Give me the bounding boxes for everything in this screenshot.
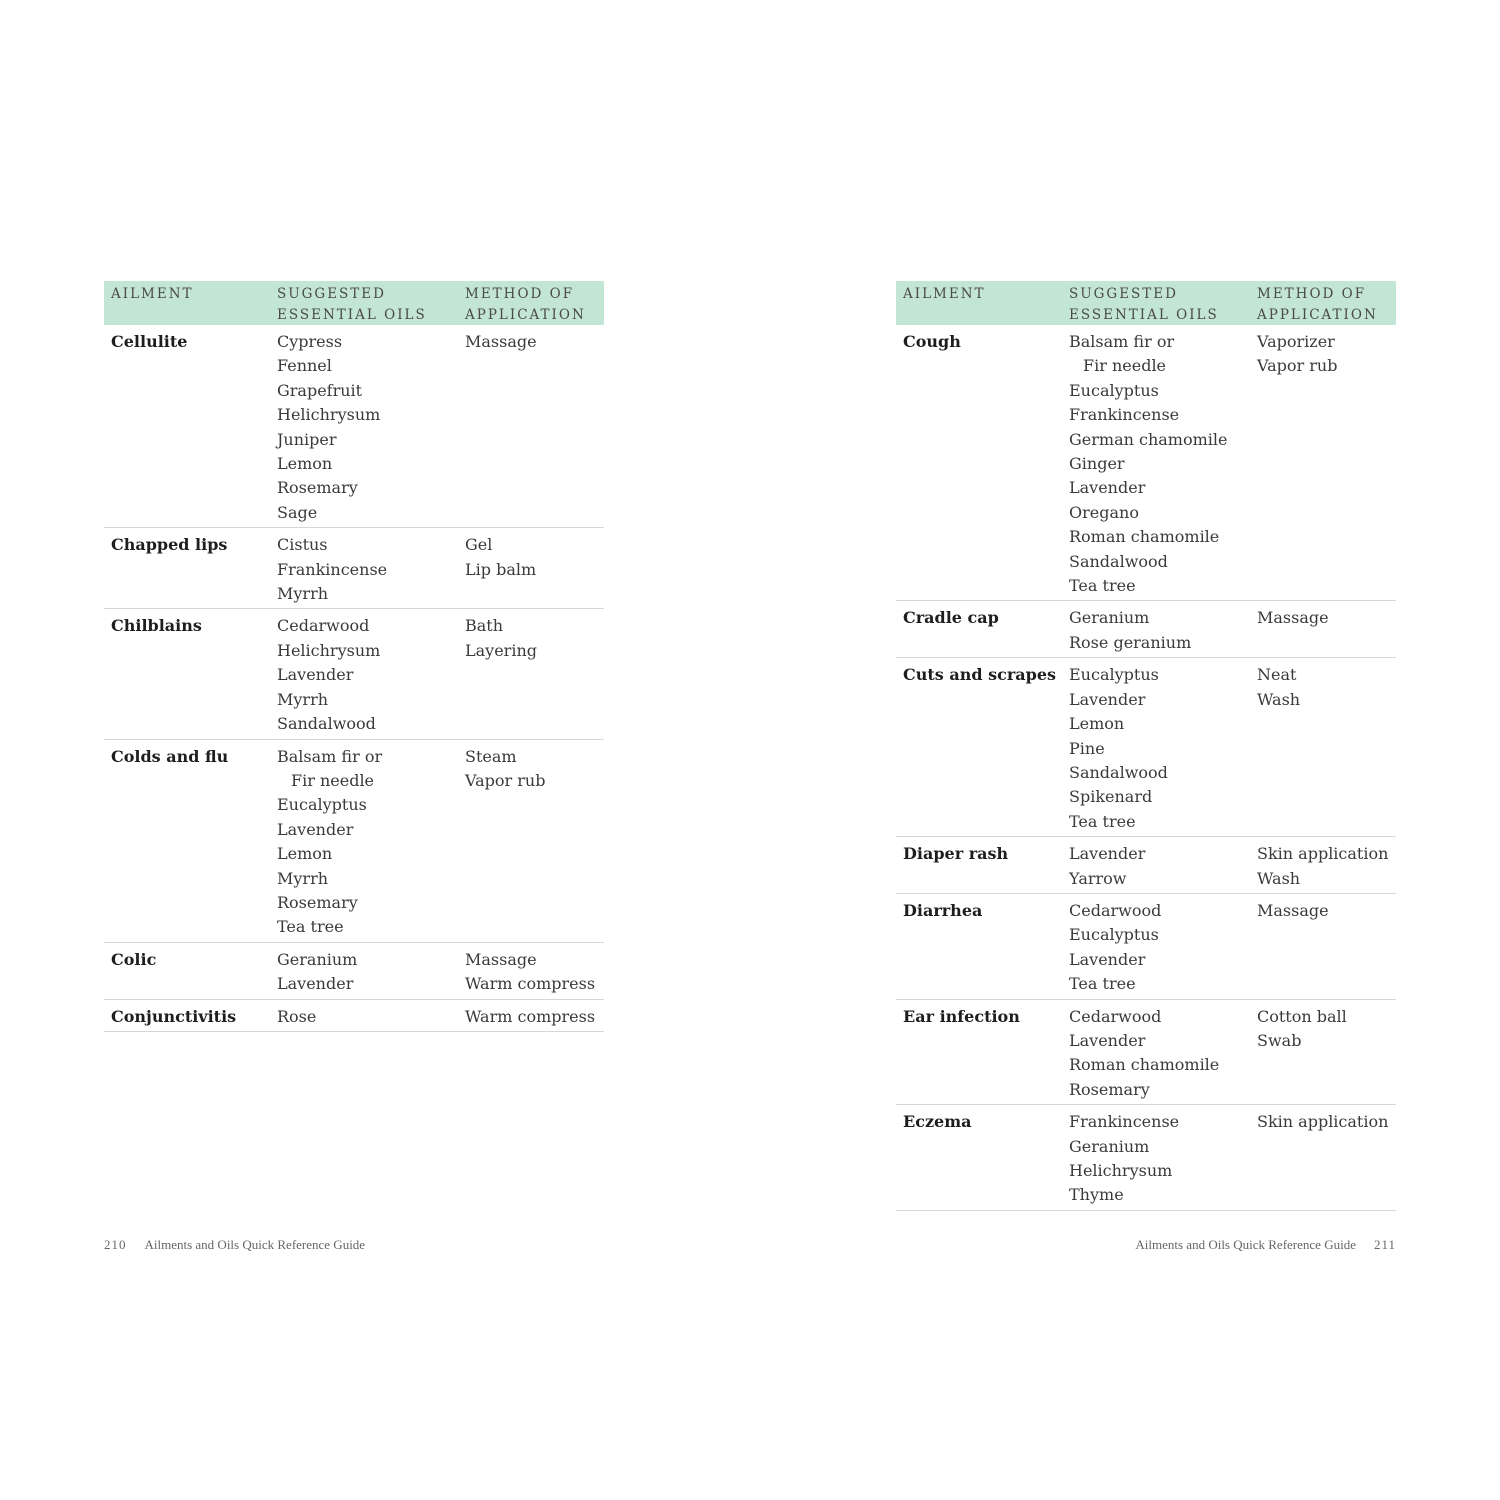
left-page bbox=[104, 281, 604, 1032]
oils-list bbox=[1069, 842, 1257, 891]
oil-item: Yarrow bbox=[1069, 868, 1127, 888]
oil-item: Ginger bbox=[1069, 454, 1125, 474]
oil-item: Tea tree bbox=[1069, 974, 1136, 994]
oil-item: Thyme bbox=[1069, 1185, 1124, 1205]
oil-item: Cedarwood bbox=[1069, 900, 1162, 920]
header-ailment: AILMENT bbox=[903, 286, 986, 302]
oil-item: Sandalwood bbox=[1069, 762, 1168, 782]
method-item: Layering bbox=[465, 640, 537, 660]
method-item: Neat bbox=[1257, 665, 1297, 685]
header-suggested-oils: SUGGESTED ESSENTIAL OILS bbox=[1069, 286, 1219, 323]
oil-item: Frankincense bbox=[277, 559, 388, 579]
method-item: Massage bbox=[1257, 900, 1329, 920]
oil-item: Oregano bbox=[1069, 502, 1139, 522]
oil-item: Lemon bbox=[277, 454, 333, 474]
methods-list bbox=[1257, 606, 1396, 655]
ailment-name: Ear infection bbox=[903, 1006, 1020, 1026]
oil-item: Myrrh bbox=[277, 868, 329, 888]
oil-item: Cedarwood bbox=[277, 616, 370, 636]
ailment-name: Conjunctivitis bbox=[111, 1006, 237, 1026]
method-item: Lip balm bbox=[465, 559, 537, 579]
running-title: Ailments and Oils Quick Reference Guide bbox=[1135, 1237, 1356, 1252]
header-method: METHOD OF APPLICATION bbox=[465, 286, 586, 323]
running-title: Ailments and Oils Quick Reference Guide bbox=[144, 1237, 366, 1252]
method-item: Swab bbox=[1257, 1030, 1302, 1050]
oil-item: Spikenard bbox=[1069, 787, 1153, 807]
table-row bbox=[104, 325, 604, 528]
oil-item: Rose geranium bbox=[1069, 632, 1192, 652]
oil-item: Tea tree bbox=[1069, 811, 1136, 831]
oil-item: Geranium bbox=[1069, 1136, 1150, 1156]
table-body bbox=[104, 325, 604, 1032]
oil-item: Lavender bbox=[1069, 689, 1146, 709]
method-item: Vaporizer bbox=[1257, 332, 1335, 351]
ailment-name: Chapped lips bbox=[111, 535, 228, 555]
table-row bbox=[896, 1105, 1396, 1211]
method-item: Massage bbox=[465, 332, 537, 351]
oil-item: Lavender bbox=[1069, 478, 1146, 498]
table-header bbox=[896, 281, 1396, 325]
oil-item: Cistus bbox=[277, 535, 328, 555]
oil-item: Tea tree bbox=[277, 917, 344, 937]
methods-list bbox=[1257, 899, 1396, 997]
methods-list bbox=[1257, 663, 1396, 834]
oil-item: Rose bbox=[277, 1006, 317, 1026]
oil-item: Rosemary bbox=[277, 892, 358, 912]
oil-item: Tea tree bbox=[1069, 576, 1136, 596]
header-ailment: AILMENT bbox=[111, 286, 194, 302]
oil-item: Sage bbox=[277, 502, 318, 522]
oil-item: Roman chamomile bbox=[1069, 1055, 1220, 1075]
oils-list bbox=[1069, 1110, 1257, 1208]
oils-list bbox=[277, 614, 465, 736]
method-item: Wash bbox=[1257, 868, 1301, 888]
oils-list bbox=[1069, 606, 1257, 655]
methods-list bbox=[465, 948, 604, 997]
methods-list bbox=[465, 614, 604, 736]
page-number: 211 bbox=[1373, 1237, 1396, 1252]
oil-item: Rosemary bbox=[1069, 1079, 1150, 1099]
ailment-name: Diaper rash bbox=[903, 844, 1009, 864]
oil-item: Myrrh bbox=[277, 584, 329, 604]
methods-list bbox=[465, 745, 604, 940]
method-item: Bath bbox=[465, 616, 504, 636]
oil-item: Frankincense bbox=[1069, 1112, 1180, 1132]
table-row bbox=[104, 609, 604, 739]
oil-item: Lavender bbox=[1069, 949, 1146, 969]
oil-item: Myrrh bbox=[277, 689, 329, 709]
header-method: METHOD OF APPLICATION bbox=[1257, 286, 1378, 323]
oils-list bbox=[277, 745, 465, 940]
footer-left bbox=[104, 1237, 365, 1253]
oil-item: Lavender bbox=[277, 665, 354, 685]
method-item: Skin application bbox=[1257, 844, 1389, 864]
table-row bbox=[104, 943, 604, 1000]
oil-item: Eucalyptus bbox=[277, 795, 367, 815]
oil-item: Fennel bbox=[277, 356, 332, 376]
table-row bbox=[104, 740, 604, 943]
oil-item: Rosemary bbox=[277, 478, 358, 498]
table-row bbox=[104, 528, 604, 609]
ailment-name: Cradle cap bbox=[903, 608, 999, 628]
method-item: Cotton ball bbox=[1257, 1006, 1347, 1026]
oil-item: Balsam fir or bbox=[1069, 332, 1175, 351]
ailment-name: Colds and flu bbox=[111, 746, 229, 766]
oils-list bbox=[1069, 663, 1257, 834]
oil-item: Sandalwood bbox=[1069, 551, 1168, 571]
oil-item: Eucalyptus bbox=[1069, 380, 1159, 400]
header-suggested-oils: SUGGESTED ESSENTIAL OILS bbox=[277, 286, 427, 323]
method-item: Massage bbox=[1257, 608, 1329, 628]
methods-list bbox=[1257, 1110, 1396, 1208]
table-header bbox=[104, 281, 604, 325]
method-item: Wash bbox=[1257, 689, 1301, 709]
oil-item: Lavender bbox=[277, 974, 354, 994]
method-item: Massage bbox=[465, 949, 537, 969]
oils-list bbox=[1069, 899, 1257, 997]
oil-item: Juniper bbox=[277, 429, 337, 449]
methods-list bbox=[465, 533, 604, 606]
table-row bbox=[104, 1000, 604, 1032]
oils-list bbox=[277, 1005, 465, 1029]
table-row bbox=[896, 325, 1396, 601]
oil-item: Fir needle bbox=[1083, 356, 1167, 376]
right-page bbox=[896, 281, 1396, 1211]
method-item: Warm compress bbox=[465, 1006, 596, 1026]
oil-item: Lavender bbox=[1069, 1030, 1146, 1050]
oils-list bbox=[1069, 330, 1257, 598]
methods-list bbox=[1257, 842, 1396, 891]
oils-list bbox=[277, 948, 465, 997]
oils-list bbox=[277, 330, 465, 525]
method-item: Warm compress bbox=[465, 974, 596, 994]
oil-item: Cypress bbox=[277, 332, 343, 351]
oil-item: Lavender bbox=[1069, 844, 1146, 864]
oil-item: Lemon bbox=[277, 844, 333, 864]
oil-item: Cedarwood bbox=[1069, 1006, 1162, 1026]
ailment-name: Cellulite bbox=[111, 332, 188, 351]
oil-item: Eucalyptus bbox=[1069, 925, 1159, 945]
method-item: Vapor rub bbox=[465, 770, 546, 790]
method-item: Steam bbox=[465, 746, 517, 766]
oil-item: Fir needle bbox=[291, 770, 375, 790]
table-row bbox=[896, 601, 1396, 658]
ailment-name: Cough bbox=[903, 332, 961, 351]
method-item: Vapor rub bbox=[1257, 356, 1338, 376]
method-item: Gel bbox=[465, 535, 493, 555]
ailment-name: Cuts and scrapes bbox=[903, 665, 1057, 685]
methods-list bbox=[1257, 1005, 1396, 1103]
oil-item: Pine bbox=[1069, 738, 1105, 758]
oil-item: Balsam fir or bbox=[277, 746, 383, 766]
methods-list bbox=[465, 1005, 604, 1029]
ailment-name: Chilblains bbox=[111, 616, 202, 636]
oil-item: Eucalyptus bbox=[1069, 665, 1159, 685]
methods-list bbox=[465, 330, 604, 525]
table-row bbox=[896, 1000, 1396, 1106]
oil-item: Helichrysum bbox=[277, 405, 381, 425]
ailment-name: Diarrhea bbox=[903, 900, 983, 920]
table-row bbox=[896, 837, 1396, 894]
oil-item: Sandalwood bbox=[277, 714, 376, 734]
table-body bbox=[896, 325, 1396, 1211]
oil-item: Roman chamomile bbox=[1069, 527, 1220, 547]
oil-item: German chamomile bbox=[1069, 429, 1228, 449]
table-row bbox=[896, 658, 1396, 837]
oil-item: Geranium bbox=[277, 949, 358, 969]
method-item: Skin application bbox=[1257, 1112, 1389, 1132]
page-number: 210 bbox=[104, 1237, 127, 1252]
footer-right bbox=[1135, 1237, 1396, 1253]
ailment-name: Colic bbox=[111, 949, 157, 969]
ailment-name: Eczema bbox=[903, 1112, 972, 1132]
table-row bbox=[896, 894, 1396, 1000]
oils-list bbox=[1069, 1005, 1257, 1103]
oil-item: Lavender bbox=[277, 819, 354, 839]
oil-item: Helichrysum bbox=[1069, 1161, 1173, 1180]
oil-item: Grapefruit bbox=[277, 380, 363, 400]
oil-item: Geranium bbox=[1069, 608, 1150, 628]
oils-list bbox=[277, 533, 465, 606]
methods-list bbox=[1257, 330, 1396, 598]
oil-item: Frankincense bbox=[1069, 405, 1180, 425]
oil-item: Lemon bbox=[1069, 714, 1125, 734]
oil-item: Helichrysum bbox=[277, 640, 381, 660]
